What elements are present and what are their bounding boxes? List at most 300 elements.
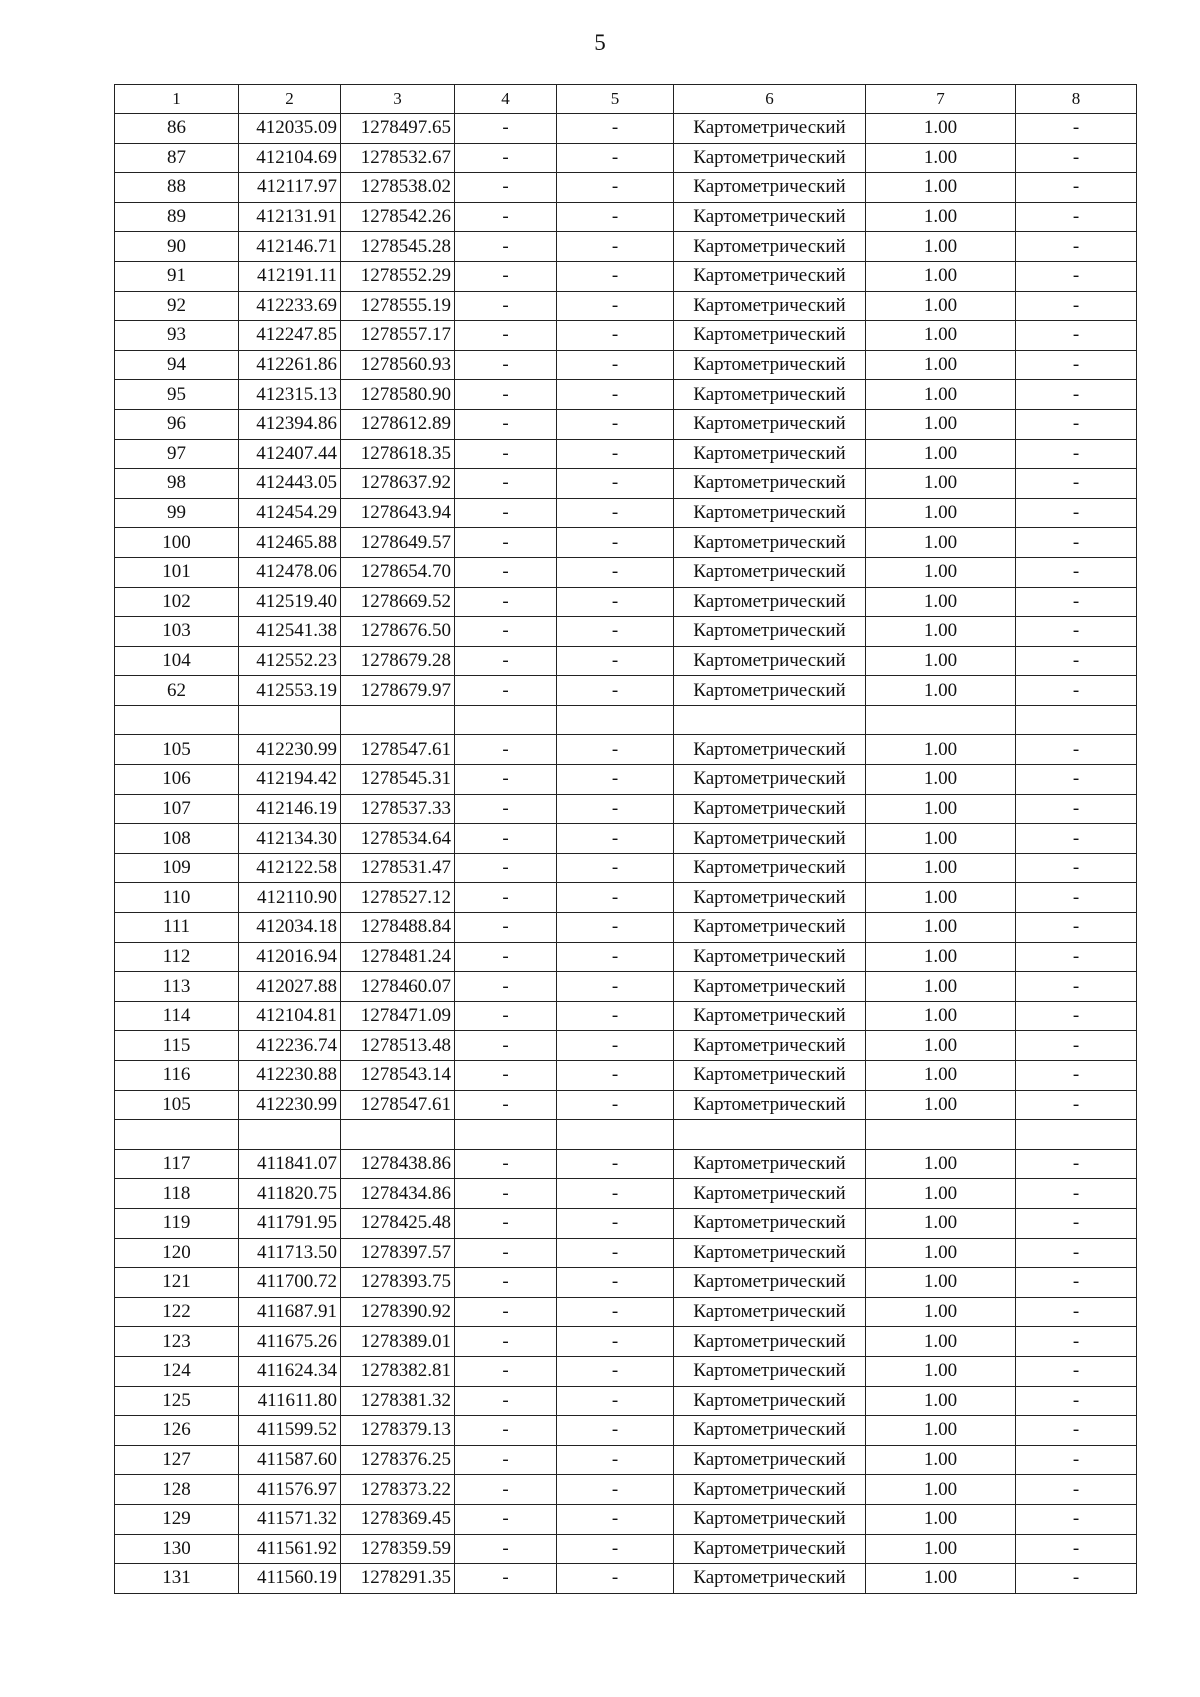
cell-column-8: - — [1016, 350, 1137, 380]
cell-column-4: - — [455, 1356, 557, 1386]
cell-column-4: - — [455, 617, 557, 647]
cell-column-5: - — [557, 291, 674, 321]
cell-column-4: - — [455, 1090, 557, 1120]
cell-method: Картометрический — [674, 380, 866, 410]
header-cell-8: 8 — [1016, 85, 1137, 114]
cell-accuracy: 1.00 — [866, 1238, 1016, 1268]
table-row — [115, 676, 1137, 706]
cell-column-4: - — [455, 469, 557, 499]
cell-column-5: - — [557, 1149, 674, 1179]
cell-method: Картометрический — [674, 1327, 866, 1357]
cell-accuracy: 1.00 — [866, 321, 1016, 351]
cell-x-coordinate: 411624.34 — [239, 1356, 341, 1386]
cell-y-coordinate: 1278534.64 — [341, 824, 455, 854]
cell-x-coordinate: 411713.50 — [239, 1238, 341, 1268]
table-row — [115, 1356, 1137, 1386]
cell-column-8: - — [1016, 617, 1137, 647]
coordinates-table — [114, 84, 1137, 1594]
table-row — [115, 1445, 1137, 1475]
cell-accuracy: 1.00 — [866, 1179, 1016, 1209]
cell-y-coordinate: 1278669.52 — [341, 587, 455, 617]
cell-y-coordinate: 1278369.45 — [341, 1504, 455, 1534]
cell-column-5: - — [557, 1061, 674, 1091]
cell-method: Картометрический — [674, 232, 866, 262]
cell-method: Картометрический — [674, 853, 866, 883]
cell-y-coordinate: 1278547.61 — [341, 1090, 455, 1120]
cell-method: Картометрический — [674, 646, 866, 676]
cell-column-5: - — [557, 1445, 674, 1475]
cell-column-5: - — [557, 646, 674, 676]
cell-column-8: - — [1016, 676, 1137, 706]
table-header — [115, 85, 1137, 114]
cell-point-number: 116 — [115, 1061, 239, 1091]
cell-x-coordinate — [239, 1120, 341, 1150]
cell-method: Картометрический — [674, 1475, 866, 1505]
cell-x-coordinate: 411599.52 — [239, 1416, 341, 1446]
table-row — [115, 824, 1137, 854]
cell-accuracy: 1.00 — [866, 469, 1016, 499]
table-row — [115, 291, 1137, 321]
cell-column-5: - — [557, 1416, 674, 1446]
cell-accuracy: 1.00 — [866, 913, 1016, 943]
table-row — [115, 380, 1137, 410]
cell-column-4 — [455, 705, 557, 735]
table-row — [115, 735, 1137, 765]
cell-y-coordinate: 1278513.48 — [341, 1031, 455, 1061]
table-row — [115, 942, 1137, 972]
cell-point-number: 127 — [115, 1445, 239, 1475]
cell-y-coordinate: 1278542.26 — [341, 202, 455, 232]
cell-column-5: - — [557, 469, 674, 499]
cell-method: Картометрический — [674, 1416, 866, 1446]
cell-column-4: - — [455, 291, 557, 321]
cell-point-number: 92 — [115, 291, 239, 321]
cell-accuracy: 1.00 — [866, 676, 1016, 706]
cell-point-number: 62 — [115, 676, 239, 706]
cell-column-4: - — [455, 1179, 557, 1209]
cell-column-8: - — [1016, 409, 1137, 439]
cell-column-5: - — [557, 350, 674, 380]
cell-column-8: - — [1016, 173, 1137, 203]
cell-x-coordinate: 412230.99 — [239, 735, 341, 765]
cell-accuracy: 1.00 — [866, 1061, 1016, 1091]
cell-column-4: - — [455, 557, 557, 587]
cell-accuracy: 1.00 — [866, 1356, 1016, 1386]
cell-y-coordinate: 1278676.50 — [341, 617, 455, 647]
cell-x-coordinate: 412104.81 — [239, 1001, 341, 1031]
cell-column-5: - — [557, 853, 674, 883]
cell-x-coordinate: 411675.26 — [239, 1327, 341, 1357]
cell-column-8: - — [1016, 202, 1137, 232]
cell-column-5: - — [557, 143, 674, 173]
header-row — [115, 85, 1137, 114]
table-row — [115, 705, 1137, 735]
cell-x-coordinate: 412315.13 — [239, 380, 341, 410]
cell-point-number: 90 — [115, 232, 239, 262]
cell-column-5: - — [557, 1534, 674, 1564]
cell-y-coordinate: 1278618.35 — [341, 439, 455, 469]
cell-point-number: 91 — [115, 261, 239, 291]
cell-column-4: - — [455, 735, 557, 765]
cell-accuracy: 1.00 — [866, 646, 1016, 676]
cell-point-number: 110 — [115, 883, 239, 913]
cell-column-5: - — [557, 942, 674, 972]
cell-point-number: 119 — [115, 1208, 239, 1238]
cell-accuracy: 1.00 — [866, 1268, 1016, 1298]
cell-column-8: - — [1016, 1386, 1137, 1416]
table-row — [115, 972, 1137, 1002]
cell-x-coordinate: 412407.44 — [239, 439, 341, 469]
cell-column-5 — [557, 1120, 674, 1150]
cell-accuracy: 1.00 — [866, 735, 1016, 765]
cell-point-number: 97 — [115, 439, 239, 469]
cell-y-coordinate: 1278460.07 — [341, 972, 455, 1002]
cell-column-8: - — [1016, 587, 1137, 617]
cell-point-number: 118 — [115, 1179, 239, 1209]
cell-method: Картометрический — [674, 1061, 866, 1091]
cell-accuracy: 1.00 — [866, 439, 1016, 469]
cell-method: Картометрический — [674, 1386, 866, 1416]
cell-y-coordinate: 1278438.86 — [341, 1149, 455, 1179]
cell-column-5: - — [557, 114, 674, 144]
cell-column-8: - — [1016, 1061, 1137, 1091]
table-row — [115, 202, 1137, 232]
cell-column-5: - — [557, 913, 674, 943]
cell-y-coordinate: 1278654.70 — [341, 557, 455, 587]
cell-column-5: - — [557, 765, 674, 795]
cell-column-5: - — [557, 528, 674, 558]
cell-method: Картометрический — [674, 202, 866, 232]
cell-x-coordinate: 412552.23 — [239, 646, 341, 676]
cell-method: Картометрический — [674, 1297, 866, 1327]
cell-method: Картометрический — [674, 1445, 866, 1475]
cell-point-number: 129 — [115, 1504, 239, 1534]
table-row — [115, 794, 1137, 824]
cell-x-coordinate: 411841.07 — [239, 1149, 341, 1179]
cell-point-number: 88 — [115, 173, 239, 203]
cell-column-4: - — [455, 1031, 557, 1061]
cell-point-number: 89 — [115, 202, 239, 232]
cell-point-number: 98 — [115, 469, 239, 499]
cell-column-8: - — [1016, 439, 1137, 469]
cell-x-coordinate: 411571.32 — [239, 1504, 341, 1534]
cell-column-4: - — [455, 409, 557, 439]
cell-accuracy: 1.00 — [866, 1001, 1016, 1031]
cell-point-number: 108 — [115, 824, 239, 854]
table-row — [115, 173, 1137, 203]
table-row — [115, 587, 1137, 617]
cell-x-coordinate: 412465.88 — [239, 528, 341, 558]
cell-method: Картометрический — [674, 1564, 866, 1594]
cell-method: Картометрический — [674, 557, 866, 587]
cell-y-coordinate: 1278637.92 — [341, 469, 455, 499]
table-row — [115, 1268, 1137, 1298]
cell-column-4: - — [455, 1386, 557, 1416]
cell-point-number: 121 — [115, 1268, 239, 1298]
table-row — [115, 350, 1137, 380]
cell-column-8: - — [1016, 1297, 1137, 1327]
table-row — [115, 439, 1137, 469]
cell-column-4: - — [455, 1564, 557, 1594]
cell-y-coordinate: 1278376.25 — [341, 1445, 455, 1475]
page-number: 5 — [594, 30, 606, 55]
cell-column-5: - — [557, 1475, 674, 1505]
cell-column-8: - — [1016, 794, 1137, 824]
cell-point-number: 122 — [115, 1297, 239, 1327]
cell-column-5: - — [557, 1208, 674, 1238]
cell-column-5: - — [557, 1297, 674, 1327]
table-row — [115, 261, 1137, 291]
cell-y-coordinate: 1278488.84 — [341, 913, 455, 943]
cell-accuracy: 1.00 — [866, 409, 1016, 439]
header-cell-5: 5 — [557, 85, 674, 114]
cell-x-coordinate: 412233.69 — [239, 291, 341, 321]
cell-accuracy: 1.00 — [866, 557, 1016, 587]
cell-accuracy: 1.00 — [866, 617, 1016, 647]
cell-y-coordinate: 1278359.59 — [341, 1534, 455, 1564]
cell-column-4: - — [455, 1238, 557, 1268]
cell-y-coordinate: 1278552.29 — [341, 261, 455, 291]
cell-point-number: 93 — [115, 321, 239, 351]
cell-method: Картометрический — [674, 1356, 866, 1386]
cell-accuracy: 1.00 — [866, 1297, 1016, 1327]
cell-column-8: - — [1016, 1001, 1137, 1031]
cell-column-5: - — [557, 498, 674, 528]
cell-method: Картометрический — [674, 1534, 866, 1564]
cell-accuracy: 1.00 — [866, 528, 1016, 558]
header-cell-3: 3 — [341, 85, 455, 114]
cell-column-4: - — [455, 350, 557, 380]
cell-method: Картометрический — [674, 913, 866, 943]
cell-accuracy: 1.00 — [866, 824, 1016, 854]
table-row — [115, 528, 1137, 558]
cell-accuracy: 1.00 — [866, 114, 1016, 144]
table-row — [115, 1564, 1137, 1594]
table-row — [115, 883, 1137, 913]
cell-accuracy: 1.00 — [866, 853, 1016, 883]
cell-point-number: 105 — [115, 735, 239, 765]
cell-accuracy: 1.00 — [866, 765, 1016, 795]
cell-accuracy: 1.00 — [866, 1504, 1016, 1534]
cell-y-coordinate: 1278527.12 — [341, 883, 455, 913]
cell-x-coordinate: 411791.95 — [239, 1208, 341, 1238]
cell-column-5: - — [557, 1238, 674, 1268]
cell-accuracy: 1.00 — [866, 1534, 1016, 1564]
cell-column-4: - — [455, 824, 557, 854]
table-body — [115, 114, 1137, 1594]
cell-column-4: - — [455, 942, 557, 972]
cell-column-4: - — [455, 143, 557, 173]
cell-column-8: - — [1016, 1356, 1137, 1386]
table-row — [115, 1090, 1137, 1120]
cell-x-coordinate: 411700.72 — [239, 1268, 341, 1298]
cell-method — [674, 1120, 866, 1150]
cell-column-5 — [557, 705, 674, 735]
cell-column-4: - — [455, 202, 557, 232]
cell-column-5: - — [557, 1031, 674, 1061]
cell-column-4: - — [455, 794, 557, 824]
cell-point-number: 100 — [115, 528, 239, 558]
cell-column-5: - — [557, 1001, 674, 1031]
cell-y-coordinate: 1278497.65 — [341, 114, 455, 144]
cell-x-coordinate: 412261.86 — [239, 350, 341, 380]
cell-x-coordinate: 412110.90 — [239, 883, 341, 913]
cell-x-coordinate: 412146.71 — [239, 232, 341, 262]
cell-column-4: - — [455, 1001, 557, 1031]
cell-method: Картометрический — [674, 291, 866, 321]
cell-column-4: - — [455, 883, 557, 913]
cell-column-4: - — [455, 114, 557, 144]
table-row — [115, 1149, 1137, 1179]
cell-y-coordinate: 1278532.67 — [341, 143, 455, 173]
cell-x-coordinate: 412194.42 — [239, 765, 341, 795]
cell-x-coordinate: 411560.19 — [239, 1564, 341, 1594]
cell-accuracy: 1.00 — [866, 1208, 1016, 1238]
cell-column-5: - — [557, 1504, 674, 1534]
cell-column-4: - — [455, 853, 557, 883]
cell-column-5: - — [557, 380, 674, 410]
cell-column-8: - — [1016, 498, 1137, 528]
cell-x-coordinate: 411820.75 — [239, 1179, 341, 1209]
cell-column-8: - — [1016, 321, 1137, 351]
cell-point-number: 102 — [115, 587, 239, 617]
cell-accuracy: 1.00 — [866, 291, 1016, 321]
cell-column-5: - — [557, 557, 674, 587]
cell-point-number: 131 — [115, 1564, 239, 1594]
cell-method: Картометрический — [674, 1090, 866, 1120]
cell-point-number: 104 — [115, 646, 239, 676]
cell-method: Картометрический — [674, 1208, 866, 1238]
cell-x-coordinate: 412478.06 — [239, 557, 341, 587]
cell-column-5: - — [557, 617, 674, 647]
cell-x-coordinate: 412454.29 — [239, 498, 341, 528]
cell-point-number: 101 — [115, 557, 239, 587]
table-row — [115, 1534, 1137, 1564]
cell-column-8: - — [1016, 824, 1137, 854]
table-row — [115, 469, 1137, 499]
cell-x-coordinate: 412230.88 — [239, 1061, 341, 1091]
cell-column-5: - — [557, 1327, 674, 1357]
cell-column-5: - — [557, 1564, 674, 1594]
cell-column-4: - — [455, 498, 557, 528]
cell-point-number: 113 — [115, 972, 239, 1002]
cell-point-number: 86 — [115, 114, 239, 144]
cell-accuracy: 1.00 — [866, 261, 1016, 291]
cell-column-4: - — [455, 972, 557, 1002]
cell-y-coordinate: 1278291.35 — [341, 1564, 455, 1594]
cell-point-number: 99 — [115, 498, 239, 528]
cell-y-coordinate: 1278580.90 — [341, 380, 455, 410]
cell-column-8: - — [1016, 261, 1137, 291]
table-row — [115, 1001, 1137, 1031]
table-row — [115, 1416, 1137, 1446]
cell-column-8: - — [1016, 114, 1137, 144]
cell-x-coordinate: 412122.58 — [239, 853, 341, 883]
cell-x-coordinate: 412134.30 — [239, 824, 341, 854]
cell-accuracy: 1.00 — [866, 1149, 1016, 1179]
cell-column-5: - — [557, 676, 674, 706]
cell-column-4: - — [455, 1268, 557, 1298]
cell-accuracy — [866, 1120, 1016, 1150]
cell-column-8: - — [1016, 1179, 1137, 1209]
cell-x-coordinate: 412016.94 — [239, 942, 341, 972]
cell-column-8: - — [1016, 1031, 1137, 1061]
cell-y-coordinate — [341, 705, 455, 735]
cell-x-coordinate: 411587.60 — [239, 1445, 341, 1475]
table-row — [115, 1031, 1137, 1061]
cell-y-coordinate: 1278679.28 — [341, 646, 455, 676]
cell-accuracy: 1.00 — [866, 173, 1016, 203]
cell-accuracy: 1.00 — [866, 232, 1016, 262]
table-row — [115, 765, 1137, 795]
table-row — [115, 1120, 1137, 1150]
cell-point-number: 109 — [115, 853, 239, 883]
cell-point-number: 87 — [115, 143, 239, 173]
cell-column-4: - — [455, 439, 557, 469]
cell-accuracy: 1.00 — [866, 380, 1016, 410]
cell-column-8: - — [1016, 528, 1137, 558]
header-cell-4: 4 — [455, 85, 557, 114]
cell-column-4: - — [455, 528, 557, 558]
cell-column-5: - — [557, 321, 674, 351]
cell-column-8: - — [1016, 291, 1137, 321]
cell-x-coordinate: 411611.80 — [239, 1386, 341, 1416]
cell-y-coordinate: 1278425.48 — [341, 1208, 455, 1238]
cell-method: Картометрический — [674, 972, 866, 1002]
cell-point-number — [115, 1120, 239, 1150]
cell-point-number: 125 — [115, 1386, 239, 1416]
table-row — [115, 143, 1137, 173]
cell-column-5: - — [557, 735, 674, 765]
cell-method: Картометрический — [674, 114, 866, 144]
cell-accuracy — [866, 705, 1016, 735]
cell-column-5: - — [557, 232, 674, 262]
cell-column-4: - — [455, 676, 557, 706]
cell-accuracy: 1.00 — [866, 498, 1016, 528]
cell-accuracy: 1.00 — [866, 1416, 1016, 1446]
cell-point-number: 123 — [115, 1327, 239, 1357]
cell-y-coordinate: 1278531.47 — [341, 853, 455, 883]
cell-column-8: - — [1016, 1445, 1137, 1475]
cell-column-5: - — [557, 202, 674, 232]
table-row — [115, 1179, 1137, 1209]
cell-column-4: - — [455, 1327, 557, 1357]
cell-y-coordinate: 1278649.57 — [341, 528, 455, 558]
cell-column-8: - — [1016, 1238, 1137, 1268]
table-row — [115, 1386, 1137, 1416]
cell-point-number: 112 — [115, 942, 239, 972]
cell-x-coordinate: 411687.91 — [239, 1297, 341, 1327]
cell-x-coordinate: 412131.91 — [239, 202, 341, 232]
cell-column-8: - — [1016, 1534, 1137, 1564]
cell-column-8: - — [1016, 913, 1137, 943]
cell-column-4: - — [455, 232, 557, 262]
cell-column-5: - — [557, 261, 674, 291]
cell-column-5: - — [557, 824, 674, 854]
cell-accuracy: 1.00 — [866, 1090, 1016, 1120]
cell-x-coordinate: 411576.97 — [239, 1475, 341, 1505]
cell-y-coordinate — [341, 1120, 455, 1150]
cell-column-4: - — [455, 1297, 557, 1327]
cell-method: Картометрический — [674, 735, 866, 765]
cell-y-coordinate: 1278545.28 — [341, 232, 455, 262]
header-cell-2: 2 — [239, 85, 341, 114]
cell-point-number: 120 — [115, 1238, 239, 1268]
cell-x-coordinate — [239, 705, 341, 735]
cell-column-5: - — [557, 439, 674, 469]
cell-column-8: - — [1016, 853, 1137, 883]
cell-accuracy: 1.00 — [866, 794, 1016, 824]
